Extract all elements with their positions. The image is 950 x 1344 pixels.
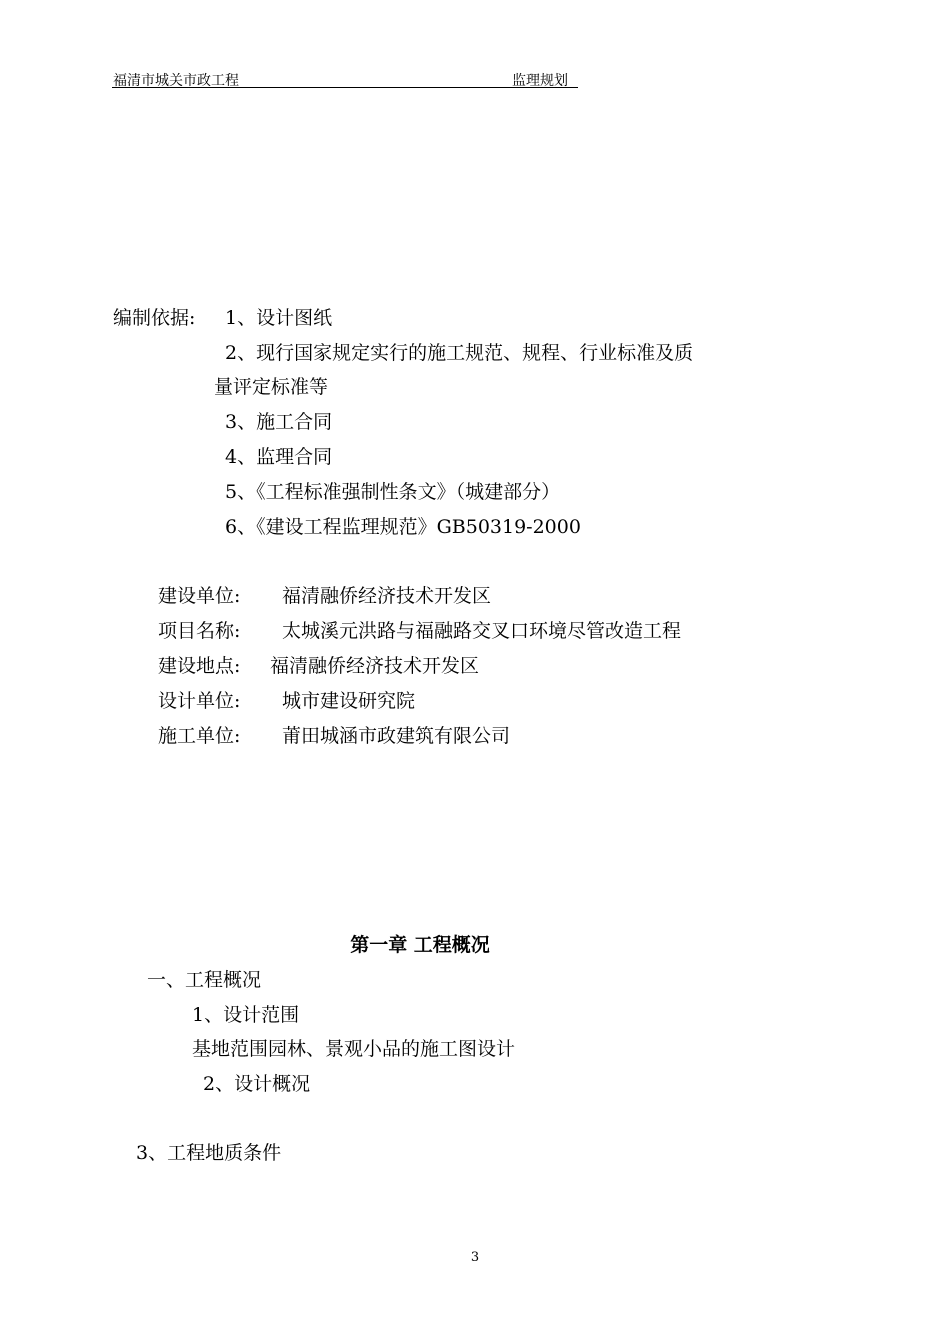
basis-item-2-cont: 量评定标准等 [214, 376, 329, 398]
chapter-title: 第一章 工程概况 [350, 934, 490, 956]
info-value-location: 福清融侨经济技术开发区 [270, 655, 480, 677]
info-label-contractor: 施工单位: [158, 725, 241, 747]
item-design-scope: 1、设计范围 [192, 1004, 300, 1026]
basis-item-4: 4、监理合同 [225, 446, 333, 468]
basis-item-5: 5、《工程标准强制性条文》（城建部分） [225, 481, 561, 503]
info-value-project: 太城溪元洪路与福融路交叉口环境尽管改造工程 [282, 620, 682, 642]
page-number: 3 [470, 1250, 480, 1265]
info-value-contractor: 莆田城涵市政建筑有限公司 [282, 725, 511, 747]
info-label-location: 建设地点: [158, 655, 241, 677]
item-geology: 3、工程地质条件 [136, 1142, 282, 1164]
item-design-scope-text: 基地范围园林、景观小品的施工图设计 [192, 1038, 516, 1060]
info-value-designer: 城市建设研究院 [282, 690, 416, 712]
info-label-project: 项目名称: [158, 620, 241, 642]
item-design-overview: 2、设计概况 [203, 1073, 311, 1095]
basis-item-2: 2、现行国家规定实行的施工规范、规程、行业标准及质 [225, 342, 694, 364]
header-rule [112, 87, 578, 88]
info-label-designer: 设计单位: [158, 690, 241, 712]
header-left: 福清市城关市政工程 [113, 73, 239, 89]
header-right: 监理规划 [512, 73, 568, 89]
info-label-builder: 建设单位: [158, 585, 241, 607]
basis-label: 编制依据: [113, 307, 196, 329]
info-value-builder: 福清融侨经济技术开发区 [282, 585, 492, 607]
basis-item-6: 6、《建设工程监理规范》GB50319-2000 [225, 516, 581, 538]
section-title: 一、工程概况 [147, 969, 262, 991]
basis-item-3: 3、施工合同 [225, 411, 333, 433]
basis-item-1: 1、设计图纸 [225, 307, 333, 329]
